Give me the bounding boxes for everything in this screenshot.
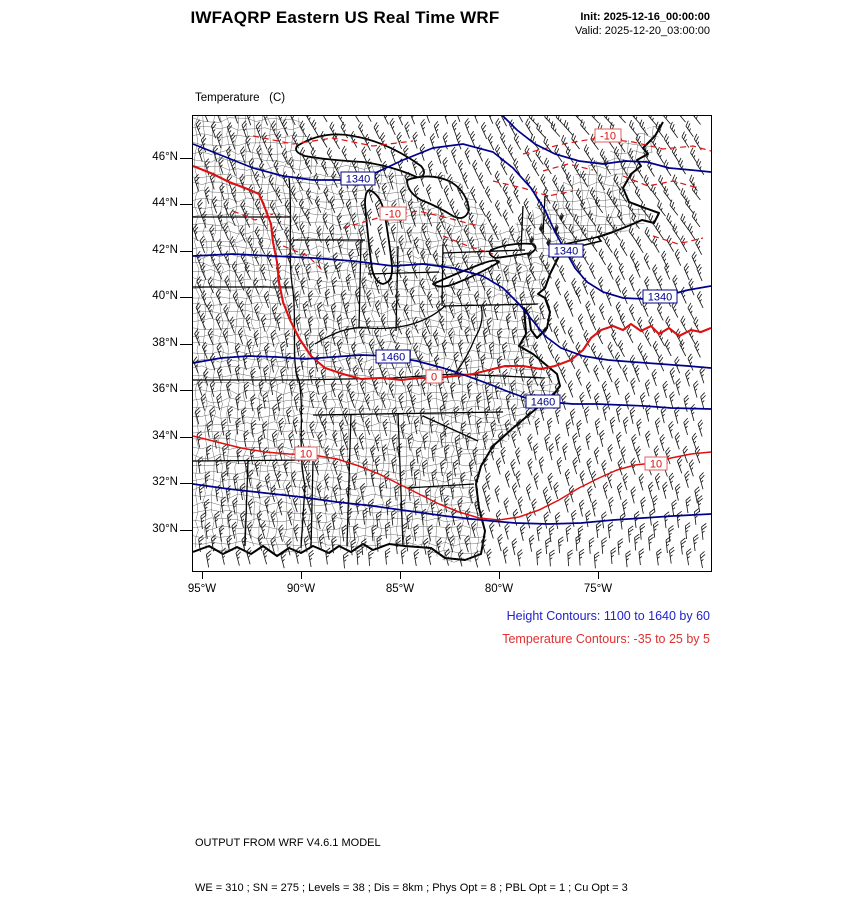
lat-tick [180,344,192,345]
lat-label-42n: 42°N [152,244,178,256]
model-info-line1: OUTPUT FROM WRF V4.6.1 MODEL [195,837,381,849]
temp-label-minus10-b [380,207,406,221]
svg-text:1460: 1460 [380,351,406,364]
svg-text:-10: -10 [600,130,616,143]
lat-label-46n: 46°N [152,151,178,163]
init-time: Init: 2025-12-16_00:00:00 [580,11,710,23]
temp-label-0 [426,370,442,384]
lon-label-85w: 85°W [385,583,415,595]
svg-text:1340: 1340 [647,291,673,304]
temp-label-minus10-a [595,129,621,143]
temperature-contour-legend: Temperature Contours: -35 to 25 by 5 [502,632,710,646]
temp-label-10-a [295,447,317,461]
legend-temperature: Temperature (C) [195,92,286,104]
lat-tick [180,204,192,205]
lat-tick [180,297,192,298]
lat-tick [180,158,192,159]
page-title: IWFAQRP Eastern US Real Time WRF [190,8,500,27]
svg-text:1340: 1340 [345,173,371,186]
lat-label-44n: 44°N [152,197,178,209]
height-label-1460-a [376,350,410,364]
height-label-1340-b [549,244,583,258]
lat-tick [180,251,192,252]
lat-label-30n: 30°N [152,523,178,535]
lon-label-80w: 80°W [484,583,514,595]
model-info-line2: WE = 310 ; SN = 275 ; Levels = 38 ; Dis = 8km ; Phys Opt = 8 ; PBL Opt = 1 ; Cu Opt = 3 [195,882,628,894]
wind-barbs [193,116,709,568]
svg-text:10: 10 [299,448,313,461]
svg-text:1340: 1340 [553,245,579,258]
temp-label-10-b [645,457,667,471]
height-contour-legend: Height Contours: 1100 to 1640 by 60 [506,609,710,623]
model-info [195,806,628,911]
lat-label-36n: 36°N [152,383,178,395]
svg-text:-10: -10 [385,208,401,221]
lon-label-75w: 75°W [583,583,613,595]
height-label-1340-a [341,172,375,186]
run-time-block [575,10,710,38]
lat-label-40n: 40°N [152,290,178,302]
height-contour-northeast [503,116,711,172]
lat-label-32n: 32°N [152,476,178,488]
lat-tick [180,530,192,531]
lat-tick [180,437,192,438]
height-label-1340-c [643,290,677,304]
height-label-1460-b [526,395,560,409]
lat-label-38n: 38°N [152,337,178,349]
lat-tick [180,483,192,484]
lat-label-34n: 34°N [152,430,178,442]
lon-label-90w: 90°W [286,583,316,595]
svg-text:10: 10 [649,458,663,471]
lat-tick [180,390,192,391]
svg-text:0: 0 [430,371,438,384]
valid-time: Valid: 2025-12-20_03:00:00 [575,25,710,37]
svg-text:1460: 1460 [530,396,556,409]
lon-label-95w: 95°W [187,583,217,595]
weather-map-canvas [192,115,712,572]
